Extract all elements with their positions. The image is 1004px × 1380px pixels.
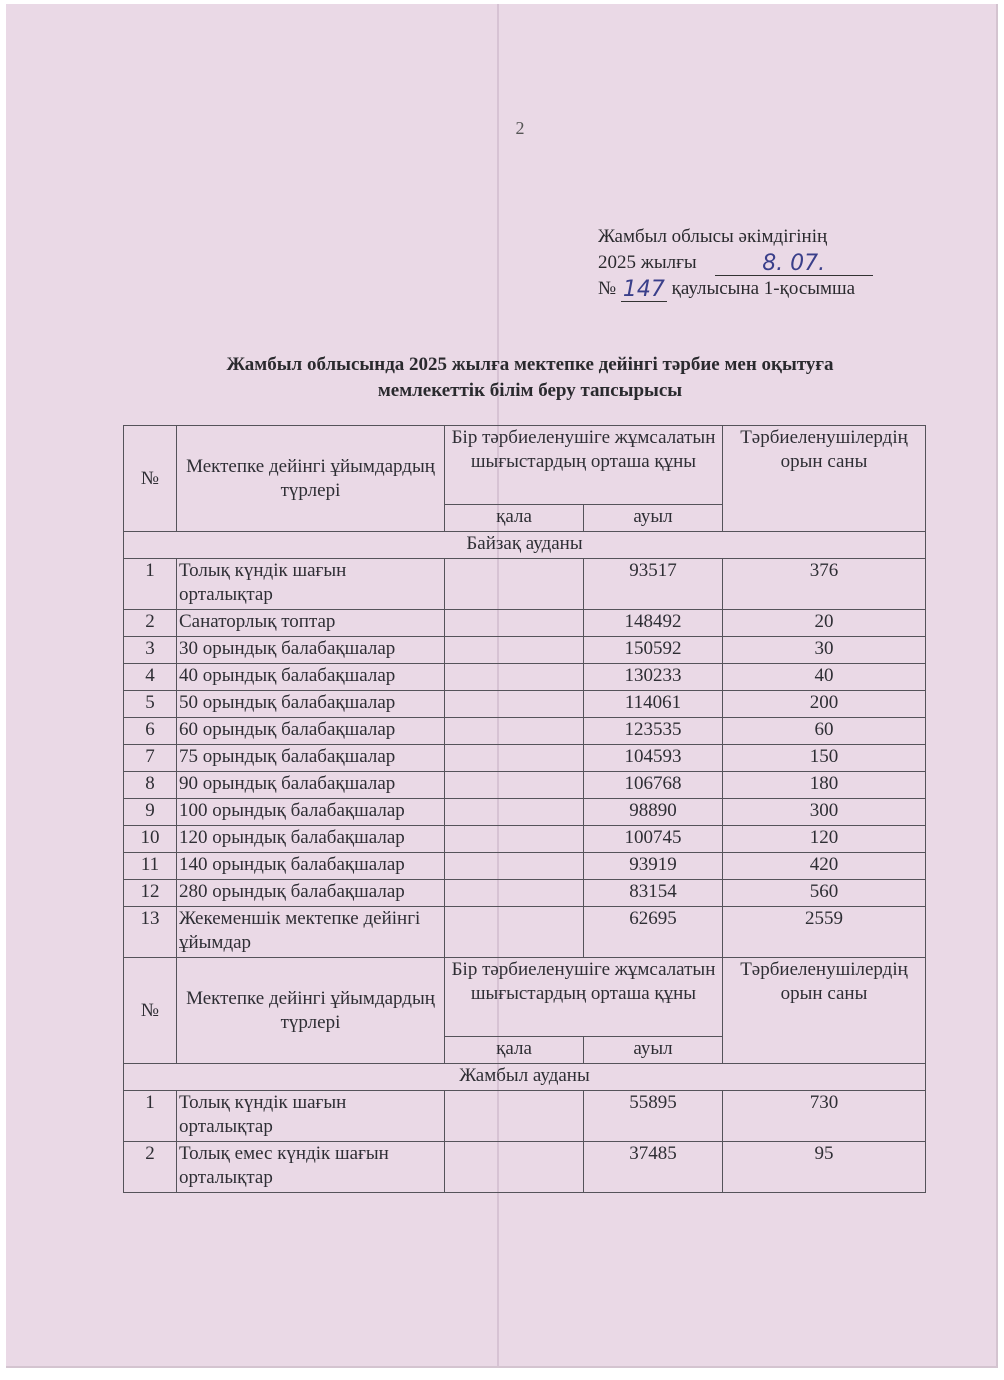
header-city: қала xyxy=(445,505,584,532)
table-header-row xyxy=(124,958,926,1037)
table-row xyxy=(124,853,926,880)
row-city-cost xyxy=(445,772,584,799)
table-row xyxy=(124,880,926,907)
row-places: 20 xyxy=(723,610,926,637)
table-row xyxy=(124,1091,926,1142)
table-row xyxy=(124,718,926,745)
row-village-cost: 55895 xyxy=(584,1091,723,1142)
row-village-cost: 93517 xyxy=(584,559,723,610)
row-city-cost xyxy=(445,880,584,907)
row-village-cost: 130233 xyxy=(584,664,723,691)
row-number: 11 xyxy=(124,853,177,880)
row-type: 90 орындық балабақшалар xyxy=(177,772,445,799)
row-city-cost xyxy=(445,907,584,958)
row-type: 100 орындық балабақшалар xyxy=(177,799,445,826)
row-type: 120 орындық балабақшалар xyxy=(177,826,445,853)
row-places: 150 xyxy=(723,745,926,772)
approval-line-2 xyxy=(598,250,908,276)
section-1-rows xyxy=(124,559,926,958)
row-type: Толық емес күндік шағын орталықтар xyxy=(177,1142,445,1193)
row-places: 120 xyxy=(723,826,926,853)
row-places: 376 xyxy=(723,559,926,610)
row-city-cost xyxy=(445,718,584,745)
row-number: 2 xyxy=(124,610,177,637)
row-number: 5 xyxy=(124,691,177,718)
header-types: Мектепке дейінгі ұйымдардың түрлері xyxy=(177,958,445,1064)
row-city-cost xyxy=(445,691,584,718)
row-city-cost xyxy=(445,610,584,637)
table-row xyxy=(124,637,926,664)
approval-line-3-suffix: қаулысына 1-қосымша xyxy=(671,278,856,299)
row-type: 60 орындық балабақшалар xyxy=(177,718,445,745)
row-type: 50 орындық балабақшалар xyxy=(177,691,445,718)
approval-line-3 xyxy=(598,276,908,302)
row-places: 300 xyxy=(723,799,926,826)
row-number: 1 xyxy=(124,1091,177,1142)
row-places: 730 xyxy=(723,1091,926,1142)
row-type: 140 орындық балабақшалар xyxy=(177,853,445,880)
table-header-row xyxy=(124,426,926,505)
row-city-cost xyxy=(445,559,584,610)
row-village-cost: 123535 xyxy=(584,718,723,745)
row-number: 8 xyxy=(124,772,177,799)
row-places: 30 xyxy=(723,637,926,664)
header-places: Тәрбиеленушілердің орын саны xyxy=(723,426,926,532)
header-village: ауыл xyxy=(584,1037,723,1064)
table-row xyxy=(124,664,926,691)
approval-number-field xyxy=(621,277,667,302)
row-city-cost xyxy=(445,1091,584,1142)
row-village-cost: 106768 xyxy=(584,772,723,799)
row-number: 2 xyxy=(124,1142,177,1193)
approval-number-handwritten: 147 xyxy=(622,277,665,302)
table-row xyxy=(124,745,926,772)
header-number: № xyxy=(124,426,177,532)
approval-number-prefix: № xyxy=(598,278,617,299)
row-places: 420 xyxy=(723,853,926,880)
row-village-cost: 100745 xyxy=(584,826,723,853)
row-village-cost: 98890 xyxy=(584,799,723,826)
row-places: 60 xyxy=(723,718,926,745)
header-city: қала xyxy=(445,1037,584,1064)
table-row xyxy=(124,826,926,853)
title-line-1: Жамбыл облысында 2025 жылға мектепке дейінгі тәрбие мен оқытуға xyxy=(226,354,834,375)
table-row xyxy=(124,559,926,610)
row-number: 7 xyxy=(124,745,177,772)
state-order-table xyxy=(123,425,926,1193)
row-places: 180 xyxy=(723,772,926,799)
row-city-cost xyxy=(445,853,584,880)
section-name: Байзақ ауданы xyxy=(124,532,926,559)
row-city-cost xyxy=(445,1142,584,1193)
row-village-cost: 37485 xyxy=(584,1142,723,1193)
row-places: 2559 xyxy=(723,907,926,958)
table-row xyxy=(124,799,926,826)
section-row xyxy=(124,532,926,559)
row-type: Толық күндік шағын орталықтар xyxy=(177,1091,445,1142)
row-village-cost: 93919 xyxy=(584,853,723,880)
row-village-cost: 148492 xyxy=(584,610,723,637)
row-number: 12 xyxy=(124,880,177,907)
row-number: 4 xyxy=(124,664,177,691)
approval-date-handwritten: 8. 07. xyxy=(762,251,826,276)
row-type: 280 орындық балабақшалар xyxy=(177,880,445,907)
row-city-cost xyxy=(445,826,584,853)
row-type: 40 орындық балабақшалар xyxy=(177,664,445,691)
row-type: 30 орындық балабақшалар xyxy=(177,637,445,664)
header-places: Тәрбиеленушілердің орын саны xyxy=(723,958,926,1064)
row-type: 75 орындық балабақшалар xyxy=(177,745,445,772)
approval-date-field xyxy=(715,251,873,276)
row-city-cost xyxy=(445,637,584,664)
row-places: 40 xyxy=(723,664,926,691)
header-village: ауыл xyxy=(584,505,723,532)
table-row xyxy=(124,772,926,799)
section-name: Жамбыл ауданы xyxy=(124,1064,926,1091)
row-places: 95 xyxy=(723,1142,926,1193)
row-number: 1 xyxy=(124,559,177,610)
document-title xyxy=(120,352,940,404)
title-line-2: мемлекеттік білім беру тапсырысы xyxy=(377,380,683,401)
table-row xyxy=(124,1142,926,1193)
row-village-cost: 62695 xyxy=(584,907,723,958)
approval-line-1: Жамбыл облысы әкімдігінің xyxy=(598,226,828,247)
header-types: Мектепке дейінгі ұйымдардың түрлері xyxy=(177,426,445,532)
row-village-cost: 104593 xyxy=(584,745,723,772)
row-city-cost xyxy=(445,664,584,691)
row-number: 10 xyxy=(124,826,177,853)
row-number: 3 xyxy=(124,637,177,664)
header-avg-cost: Бір тәрбиеленушіге жұмсалатын шығыстардың орташа құны xyxy=(445,426,723,505)
section-row xyxy=(124,1064,926,1091)
table-row xyxy=(124,907,926,958)
row-village-cost: 114061 xyxy=(584,691,723,718)
table-row xyxy=(124,610,926,637)
section-2-rows xyxy=(124,1091,926,1193)
approval-block xyxy=(598,224,908,302)
row-village-cost: 83154 xyxy=(584,880,723,907)
row-type: Толық күндік шағын орталықтар xyxy=(177,559,445,610)
row-city-cost xyxy=(445,745,584,772)
row-places: 560 xyxy=(723,880,926,907)
row-village-cost: 150592 xyxy=(584,637,723,664)
approval-year-label: 2025 жылғы xyxy=(598,252,697,273)
page-number: 2 xyxy=(515,118,525,138)
row-number: 6 xyxy=(124,718,177,745)
row-number: 13 xyxy=(124,907,177,958)
row-type: Жекеменшік мектепке дейінгі ұйымдар xyxy=(177,907,445,958)
row-city-cost xyxy=(445,799,584,826)
header-avg-cost: Бір тәрбиеленушіге жұмсалатын шығыстардың орташа құны xyxy=(445,958,723,1037)
row-number: 9 xyxy=(124,799,177,826)
header-number: № xyxy=(124,958,177,1064)
row-type: Санаторлық топтар xyxy=(177,610,445,637)
table-row xyxy=(124,691,926,718)
row-places: 200 xyxy=(723,691,926,718)
